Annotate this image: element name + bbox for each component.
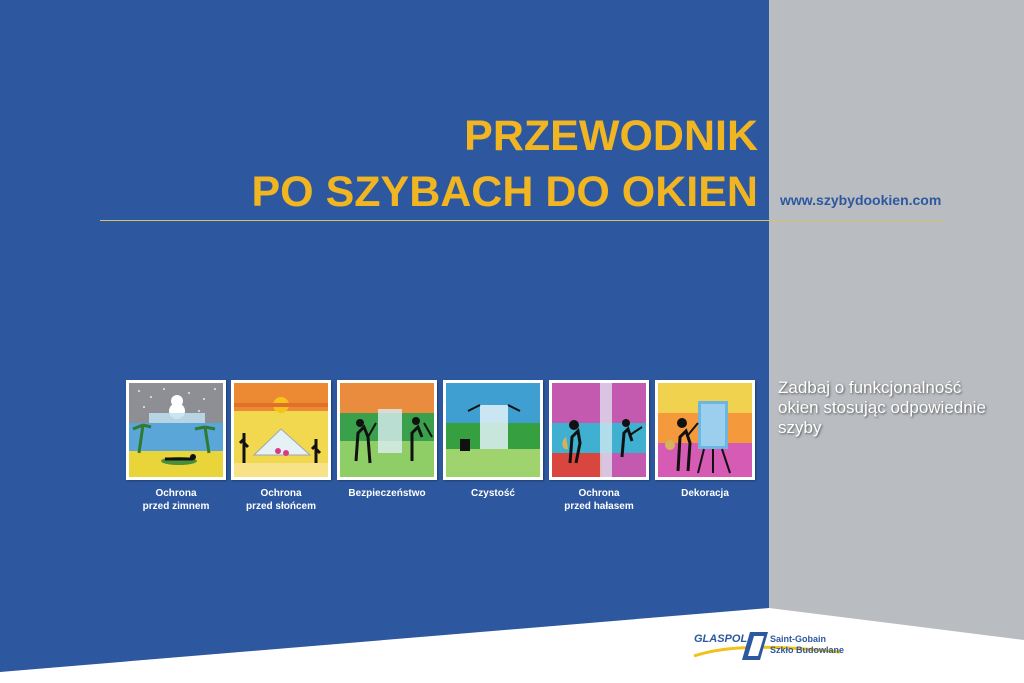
safety-illustration (337, 380, 437, 480)
logo-brand: GLASPOL (694, 633, 748, 645)
logo-company-line-1: Saint-Gobain (770, 634, 826, 644)
caption-decoration: Dekoracja (681, 488, 729, 499)
sun-protection-illustration (231, 380, 331, 480)
caption-cold-protection: Ochrona przed zimnem (142, 488, 210, 512)
noise-protection-illustration (549, 380, 649, 480)
caption-noise-protection: Ochrona przed hałasem (564, 488, 634, 512)
caption-sun-protection: Ochrona przed słońcem (245, 488, 317, 512)
divider (100, 220, 945, 221)
cold-protection-illustration (126, 380, 226, 480)
decoration-illustration (655, 380, 755, 480)
logo-company-line-2: Szkło Budowlane (770, 645, 845, 655)
caption-cleanliness: Czystość (471, 488, 515, 499)
page-title (252, 108, 759, 220)
title-line-2: PO SZYBACH DO OKIEN (251, 168, 758, 216)
website-link[interactable]: www.szybydookien.com (780, 192, 942, 208)
tagline: Zadbaj o funkcjonalność okien stosując odpowiednie szyby (778, 378, 986, 437)
glaspol-saint-gobain-logo (690, 622, 850, 666)
caption-safety: Bezpieczeństwo (348, 488, 426, 499)
title-line-1: PRZEWODNIK (464, 112, 758, 160)
cleanliness-illustration (443, 380, 543, 480)
